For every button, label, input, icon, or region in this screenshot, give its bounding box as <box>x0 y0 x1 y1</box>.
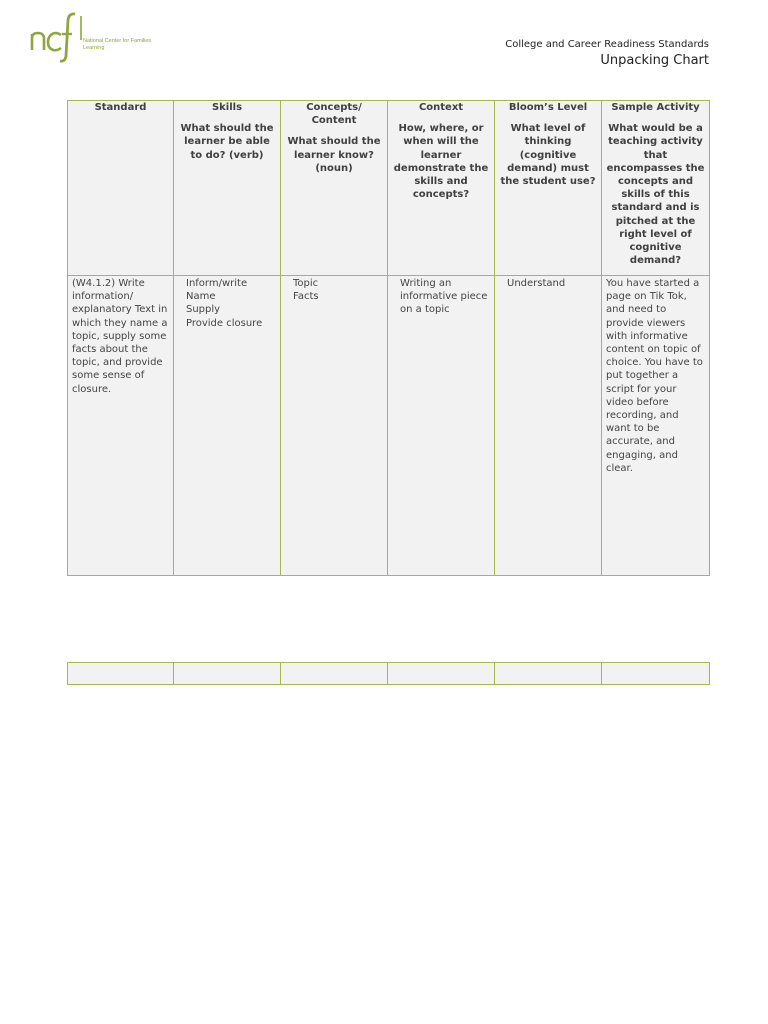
empty-table <box>67 662 710 685</box>
ncfl-logo <box>28 12 158 66</box>
empty-cell <box>68 663 174 685</box>
cell-context: Writing an informative piece on a topic <box>388 276 495 576</box>
col-question: How, where, or when will the learner demonstrate the skills and concepts? <box>393 123 489 201</box>
header-title: Unpacking Chart <box>600 53 709 68</box>
empty-cell <box>495 663 602 685</box>
cell-skills <box>174 276 281 576</box>
col-skills <box>174 101 281 276</box>
skill-item: Provide closure <box>186 317 263 329</box>
cell-activity: You have started a page on Tik Tok, and need to provide viewers with informative content on topic of choice. You have to put together a script for your video before recording, and want to be accurate, and engaging, and clear. <box>602 276 710 576</box>
empty-cell <box>281 663 388 685</box>
cell-concepts <box>281 276 388 576</box>
empty-cell <box>388 663 495 685</box>
col-concepts <box>281 101 388 276</box>
col-question: What should the learner know? (noun) <box>287 136 381 174</box>
col-heading: Sample Activity <box>611 102 700 113</box>
col-activity <box>602 101 710 276</box>
empty-cell <box>174 663 281 685</box>
skill-item: Name <box>186 291 216 303</box>
unpacking-table <box>67 100 710 576</box>
col-context <box>388 101 495 276</box>
table-row <box>68 276 710 576</box>
logo-name: National Center for Families Learning <box>83 38 152 51</box>
concept-item: Topic <box>293 278 319 289</box>
skill-item: Inform/write <box>186 278 248 289</box>
col-question: What should the learner be able to do? (verb) <box>180 123 274 161</box>
col-heading: Concepts/ Content <box>306 102 362 127</box>
col-standard <box>68 101 174 276</box>
empty-cell <box>602 663 710 685</box>
skill-item: Supply <box>186 304 221 316</box>
header-subtitle: College and Career Readiness Standards <box>505 39 709 50</box>
col-heading: Context <box>418 102 464 113</box>
col-heading: Bloom’s Level <box>508 102 588 113</box>
concept-item: Facts <box>293 291 319 303</box>
ncfl-logo-mark <box>28 12 88 66</box>
table-row <box>68 663 710 685</box>
cell-blooms: Understand <box>495 276 602 576</box>
col-heading: Standard <box>94 102 147 113</box>
table-header-row <box>68 101 710 276</box>
col-question: What level of thinking (cognitive demand) must the student use? <box>500 123 596 188</box>
col-question: What would be a teaching activity that encompasses the concepts and skills of this standard and is pitched at the right level of cognitive demand? <box>606 123 705 267</box>
col-blooms <box>495 101 602 276</box>
cell-standard: (W4.1.2) Write information/ explanatory Text in which they name a topic, supply some facts about the topic, and provide some sense of closure. <box>68 276 174 576</box>
col-heading: Skills <box>211 102 243 113</box>
